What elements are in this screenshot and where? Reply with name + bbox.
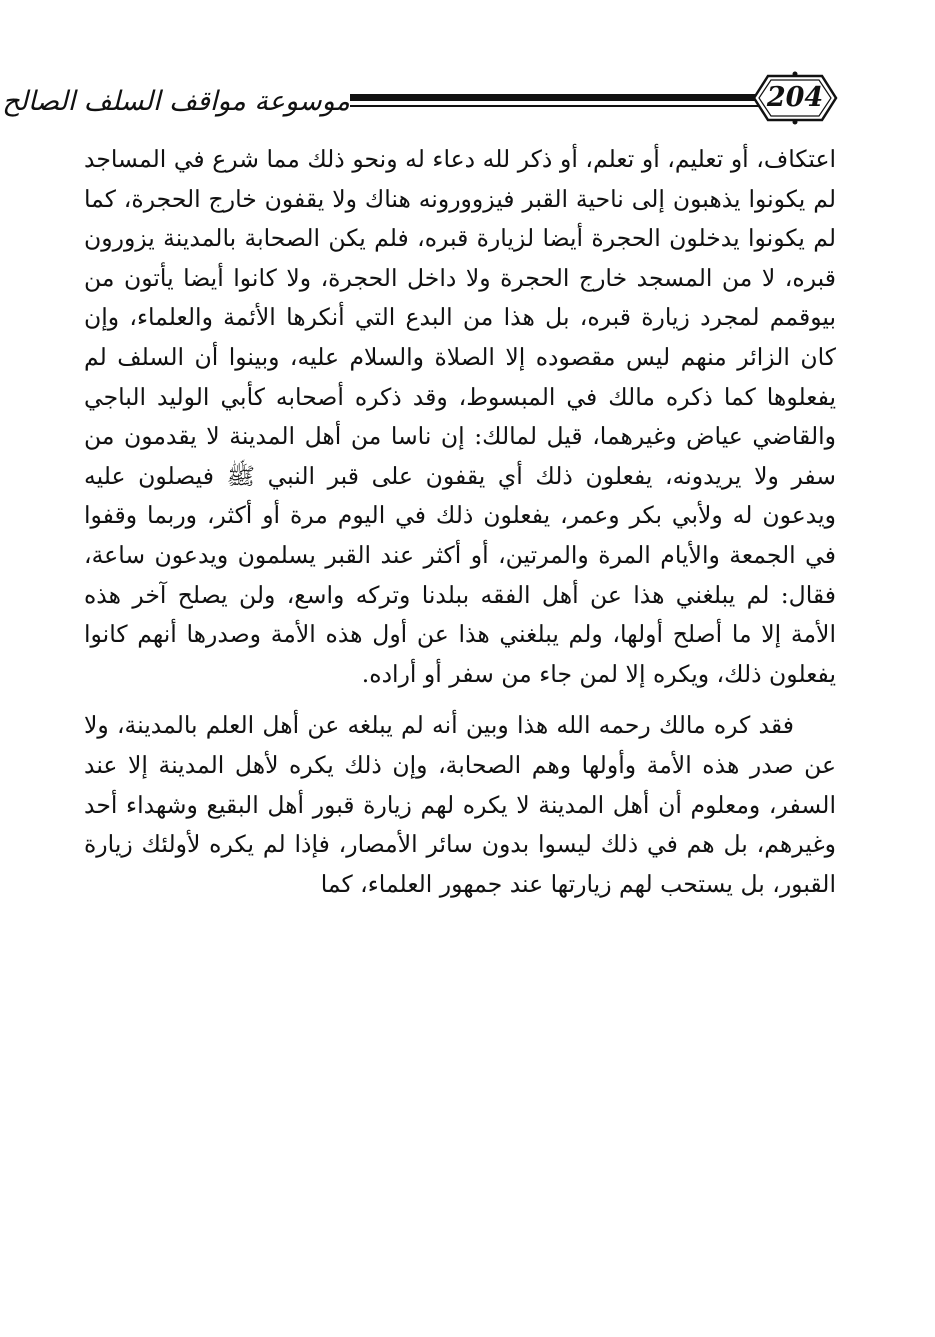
- page-number-badge: [748, 70, 842, 126]
- series-title: موسوعة مواقف السلف الصالح: [2, 86, 350, 117]
- main-text: [84, 140, 836, 904]
- paragraph: اعتكاف، أو تعليم، أو تعلم، أو ذكر لله دعاء له ونحو ذلك مما شرع في المساجد لم يكونوا يذهبون إلى ناحية القبر فيزوورونه هناك ولا يقفون خارج الحجرة، كما لم يكونوا يدخلون الحجرة أيضا لزيارة قبره، فلم يكن الصحابة بالمدينة يزورون قبره، لا من المسجد خارج الحجرة ولا داخل الحجرة، ولا كانوا أيضا يأتون من بيوقمم لمجرد زيارة قبره، بل هذا من البدع التي أنكرها الأئمة والعلماء، وإن كان الزائر منهم ليس مقصوده إلا الصلاة والسلام عليه، وبينوا أن السلف لم يفعلوها كما ذكره مالك في المبسوط، وقد ذكره أصحابه كأبي الوليد الباجي والقاضي عياض وغيرهما، قيل لمالك: إن ناسا من أهل المدينة لا يقدمون من سفر ولا يريدونه، يفعلون ذلك أي يقفون على قبر النبي ﷺ فيصلون عليه ويدعون له ولأبي بكر وعمر، يفعلون ذلك في اليوم مرة أو أكثر، وربما وقفوا في الجمعة والأيام المرة والمرتين، أو أكثر عند القبر يسلمون ويدعون ساعة، فقال: لم يبلغني هذا عن أهل الفقه ببلدنا وتركه واسع، ولن يصلح آخر هذه الأمة إلا ما أصلح أولها، ولم يبلغني هذا عن أول هذه الأمة وصدرها أنهم كانوا يفعلون ذلك، ويكره إلا لمن جاء من سفر أو أراده.: [84, 145, 836, 688]
- header-rule: [350, 94, 760, 101]
- header-rule-thin: [350, 105, 760, 107]
- page-header: [2, 70, 830, 134]
- page-number: 204: [766, 82, 824, 113]
- paragraph: فقد كره مالك رحمه الله هذا وبين أنه لم يبلغه عن أهل العلم بالمدينة، ولا عن صدر هذه الأمة وأولها وهم الصحابة، وإن ذلك يكره لأهل المدينة إلا عند السفر، ومعلوم أن أهل المدينة لا يكره لهم زيارة قبور أهل البقيع وشهداء أحد وغيرهم، بل هم في ذلك ليسوا بدون سائر الأمصار، فإذا لم يكره لأولئك زيارة القبور، بل يستحب لهم زيارتها عند جمهور العلماء، كما: [84, 711, 836, 898]
